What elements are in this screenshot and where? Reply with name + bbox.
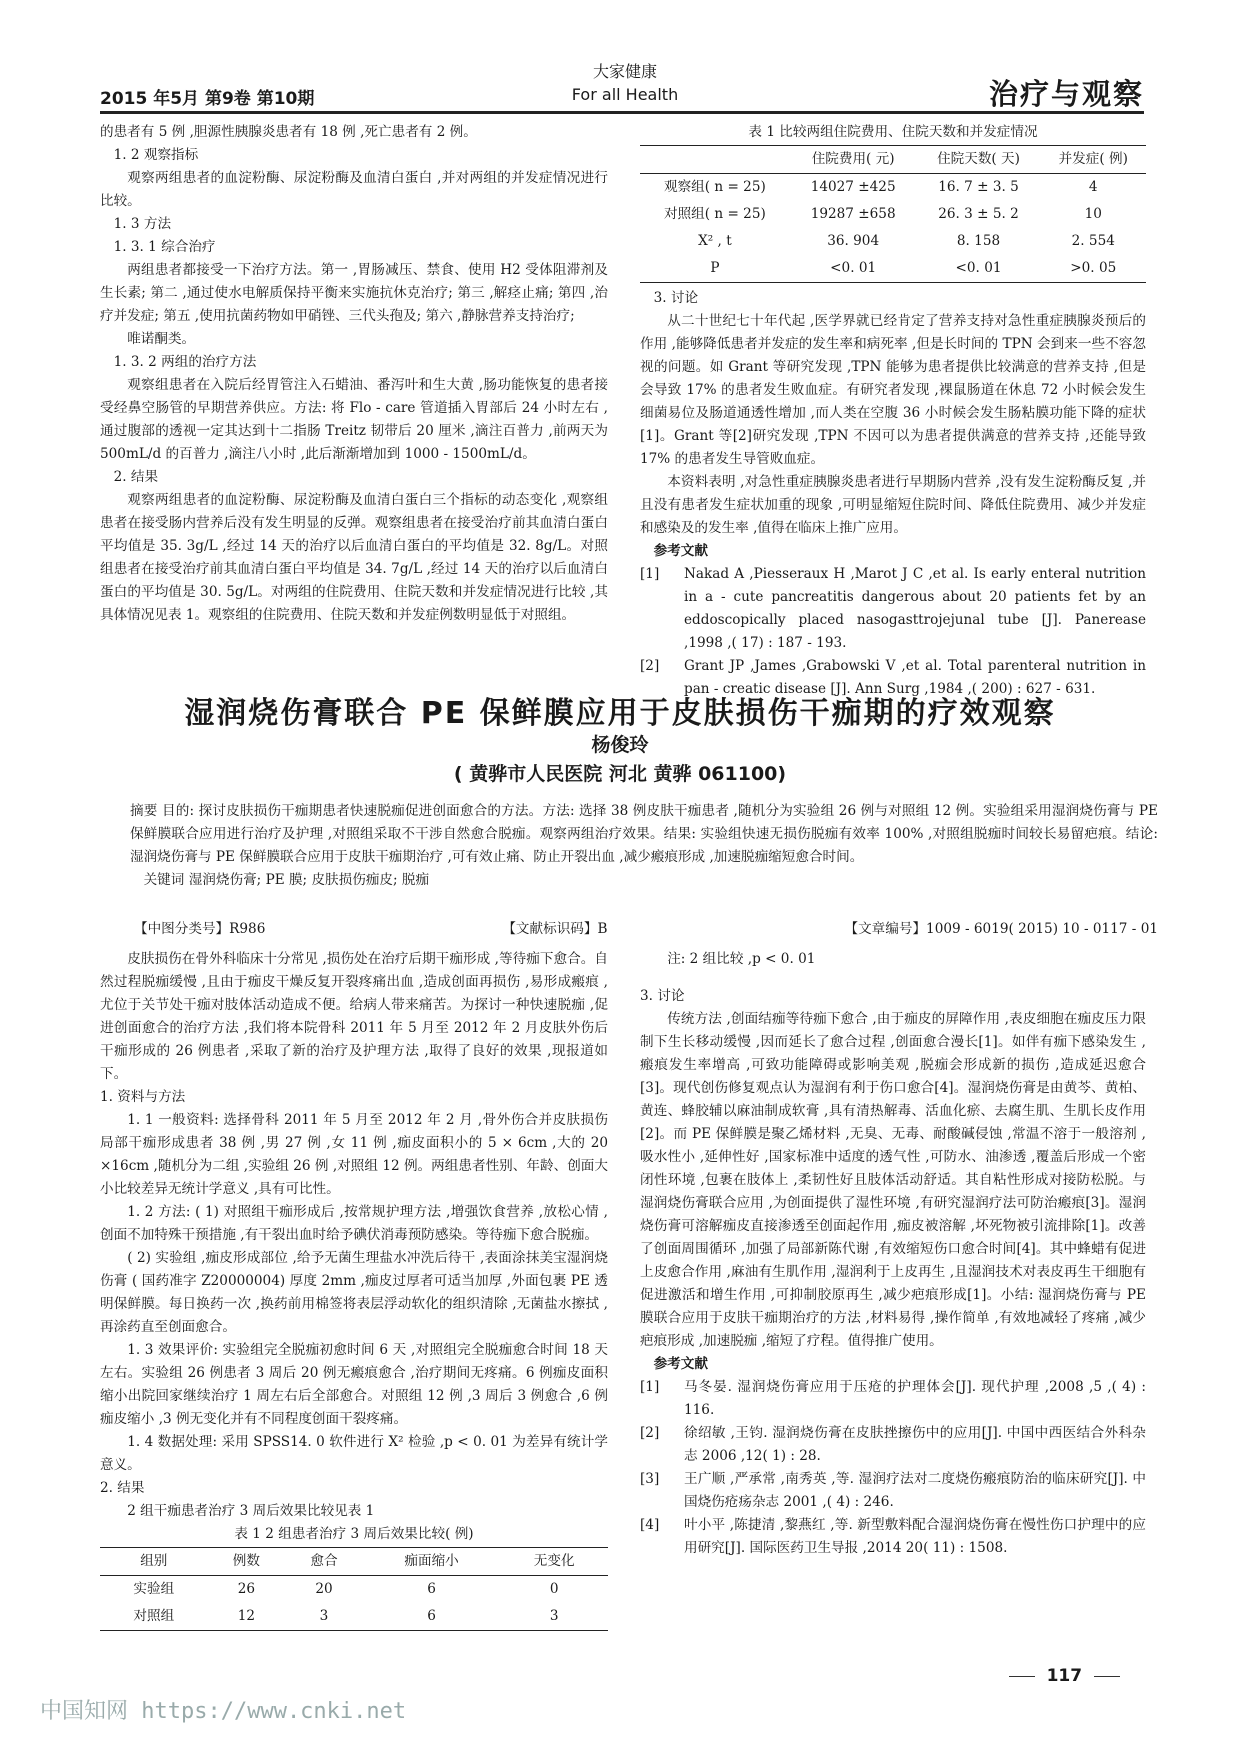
paragraph: 观察两组患者的血淀粉酶、尿淀粉酶及血清白蛋白三个指标的动态变化 ,观察组患者在接受肠内营养后没有发生明显的反弹。观察组患者在接受治疗前其血清白蛋白平均值是 35. 3g/L ,经过 14 天的治疗以后血清白蛋白的平均值是 32. 8g/L。对照组患者在接受治疗前其血清白蛋白平均值是 34. 7g/L ,经过 14 天的治疗以后血清白蛋白的平均值是 30. 5g/L。对两组的住院费用、住院天数和并发症情况进行比较 ,其具体情况见表 1。观察组的住院费用、住院天数和并发症例数明显低于对照组。	[100, 492, 608, 623]
section-title: 治疗与观察	[988, 77, 1144, 111]
table-cell: 6	[427, 1581, 436, 1597]
table-note: 注: 2 组比较 ,p < 0. 01	[667, 951, 816, 967]
paragraph: 1. 2 方法: ( 1) 对照组干痂形成后 ,按常规护理方法 ,增强饮食营养 ,放松心情 ,创面不加特殊干预措施 ,有干裂出血时给予碘伏消毒预防感染。等待痂下愈合脱痂。	[100, 1204, 608, 1243]
table-cell: 3	[319, 1608, 329, 1624]
paragraph: 从二十世纪七十年代起 ,医学界就已经肯定了营养支持对急性重症胰腺炎预后的作用 ,能够降低患者并发症的发生率和病死率 ,但是长时间的 TPN 会到来一些不容忽视的问题。如 Grant 等研究发现 ,TPN 能够为患者提供比较满意的营养支持 ,但是会导致 17% 的患者发生败血症。有研究者发现 ,裸鼠肠道在休息 72 小时候会发生细菌易位及肠道通透性增加 ,而人类在空腹 36 小时候会发生肠粘膜功能下降的症状[1]。Grant 等[2]研究发现 ,TPN 不因可以为患者提供满意的营养支持 ,还能导致 17% 的患者发生导管败血症。	[640, 313, 1146, 467]
table-header-cell: 住院天数( 天)	[917, 146, 1041, 174]
table-cell: 8. 158	[956, 233, 1001, 249]
prev-table-caption: 表 1 比较两组住院费用、住院天数和并发症情况	[748, 124, 1038, 140]
prev-discussion	[640, 287, 1146, 540]
reference-text: Grant JP ,James ,Grabowski V ,et al. Total parenteral nutrition in pan - creatic disease [J]. Ann Surg ,1984 ,( 200) : 627 - 631.	[684, 658, 1146, 697]
table-cell: 实验组	[133, 1581, 175, 1597]
paragraph: 本资料表明 ,对急性重症胰腺炎患者进行早期肠内营养 ,没有发生淀粉酶反复 ,并且没有患者发生症状加重的现象 ,可明显缩短住院时间、降低住院费用、减少并发症和感染及的发生率 ,值得在临床上推广应用。	[640, 474, 1146, 536]
document-code: 【文献标识码】B	[502, 921, 608, 937]
table-cell: 3	[549, 1608, 559, 1624]
article-table-caption: 表 1 2 组患者治疗 3 周后效果比较( 例)	[234, 1526, 474, 1542]
table-row	[640, 201, 1146, 228]
article-author: 杨俊玲	[591, 734, 649, 756]
table-row	[100, 1603, 608, 1631]
reference-item	[640, 1468, 1146, 1514]
paragraph: 皮肤损伤在骨外科临床十分常见 ,损伤处在治疗后期干痂形成 ,等待痂下愈合。自然过程脱痂缓慢 ,且由于痂皮干燥反复开裂疼痛出血 ,造成创面再损伤 ,易形成瘢痕 ,尤位于关节处干痂对肢体活动造成不便。给病人带来痛苦。为探讨一种快速脱痂 ,促进创面愈合的治疗方法 ,我们将本院骨科 2011 年 5 月至 2012 年 2 月皮肤外伤后干痂形成的 26 例患者 ,采取了新的治疗及护理方法 ,取得了良好的效果 ,现报道如下。	[100, 951, 608, 1082]
paragraph: ( 2) 实验组 ,痂皮形成部位 ,给予无菌生理盐水冲洗后待干 ,表面涂抹美宝湿润烧伤膏 ( 国药准字 Z20000004) 厚度 2mm ,痂皮过厚者可适当加厚 ,外面包裹 PE 透明保鲜膜。每日换药一次 ,换药前用棉签将表层浮动软化的组织清除 ,无菌盐水擦拭 ,再涂药直至创面愈合。	[100, 1250, 608, 1335]
reference-text: 王广顺 ,严承常 ,南秀英 ,等. 湿润疗法对二度烧伤瘢痕防治的临床研究[J]. 中国烧伤疮疡杂志 2001 ,( 4) : 246.	[684, 1471, 1146, 1510]
table-header-cell: 愈合	[285, 1548, 363, 1576]
abstract-block	[130, 800, 1158, 892]
journal-name-en: For all Health	[571, 85, 679, 104]
section-heading: 2. 结果	[100, 1480, 145, 1496]
table-cell: X² , t	[698, 233, 732, 249]
reference-item	[640, 1376, 1146, 1422]
clc-number: 【中图分类号】R986	[134, 921, 266, 937]
table-header-cell: 并发症( 例)	[1041, 146, 1146, 174]
page-number-rule-left	[1009, 1676, 1035, 1677]
table-cell: 26. 3 ± 5. 2	[938, 206, 1019, 222]
article-refs	[640, 1376, 1146, 1560]
table-header-cell: 组别	[100, 1548, 208, 1576]
reference-number: [2]	[640, 1425, 660, 1441]
table-header-cell: 例数	[208, 1548, 286, 1576]
reference-number: [1]	[640, 566, 660, 582]
article-affiliation: ( 黄骅市人民医院 河北 黄骅 061100)	[453, 763, 787, 785]
page-number-rule-right	[1094, 1676, 1120, 1677]
section-heading: 1. 3 方法	[113, 216, 172, 232]
prev-article-right-column	[640, 121, 1146, 701]
table-cell: 0	[549, 1581, 559, 1597]
paragraph: 1. 4 数据处理: 采用 SPSS14. 0 软件进行 X² 检验 ,p < 0. 01 为差异有统计学意义。	[100, 1434, 608, 1473]
section-heading: 3. 讨论	[640, 988, 685, 1004]
table-header-cell: 住院费用( 元)	[790, 146, 917, 174]
table-cell: P	[710, 260, 720, 276]
section-heading: 1. 2 观察指标	[113, 147, 199, 163]
table-row	[640, 174, 1146, 202]
table-header-cell: 痂面缩小	[363, 1548, 501, 1576]
article-left-column	[100, 948, 608, 1631]
page-number: 117	[1046, 1666, 1083, 1686]
table-cell: 16. 7 ± 3. 5	[938, 179, 1019, 195]
paragraph: 两组患者都接受一下治疗方法。第一 ,胃肠减压、禁食、使用 H2 受体阻滞剂及生长素; 第二 ,通过使水电解质保持平衡来实施抗休克治疗; 第三 ,解痉止痛; 第四 ,治疗并发症; 第五 ,使用抗菌药物如甲硝锉、三代头孢及; 第六 ,静脉营养支持治疗;	[100, 262, 608, 324]
table-header-cell	[640, 146, 790, 174]
table-row	[100, 1576, 608, 1604]
prev-table	[640, 145, 1146, 283]
prev-article-left-column	[100, 121, 608, 627]
reference-number: [1]	[640, 1379, 660, 1395]
article-number: 【文章编号】1009 - 6019( 2015) 10 - 0117 - 01	[844, 921, 1158, 937]
header-rule	[100, 111, 1144, 114]
paragraph: 1. 1 一般资料: 选择骨科 2011 年 5 月至 2012 年 2 月 ,骨外伤合并皮肤损伤局部干痂形成患者 38 例 ,男 27 例 ,女 11 例 ,痂皮面积小的 5 × 6cm ,大的 20 ×16cm ,随机分为二组 ,实验组 26 例 ,对照组 12 例。两组患者性别、年龄、创面大小比较差异无统计学意义 ,具有可比性。	[100, 1112, 608, 1197]
table-cell: 26	[237, 1581, 256, 1597]
table-cell: 6	[427, 1608, 436, 1624]
table-cell: 对照组( n = 25)	[663, 206, 766, 222]
reference-text: 徐绍敏 ,王钧. 湿润烧伤膏在皮肤挫擦伤中的应用[J]. 中国中西医结合外科杂志 2006 ,12( 1) : 28.	[684, 1425, 1146, 1464]
table-cell: 12	[237, 1608, 256, 1624]
section-heading: 2. 结果	[113, 469, 159, 485]
article-table	[100, 1547, 608, 1631]
abstract: 摘要 目的: 探讨皮肤损伤干痂期患者快速脱痂促进创面愈合的方法。方法: 选择 38 例皮肤干痂患者 ,随机分为实验组 26 例与对照组 12 例。实验组采用湿润烧伤膏与 PE 保鲜膜联合应用进行治疗及护理 ,对照组采取不干涉自然愈合脱痂。观察两组治疗效果。结果: 实验组快速无损伤脱痂有效率 100% ,对照组脱痂时间较长易留疤痕。结论: 湿润烧伤膏与 PE 保鲜膜联合应用于皮肤干痂期治疗 ,可有效止痛、防止开裂出血 ,减少瘢痕形成 ,加速脱痂缩短愈合时间。	[130, 803, 1158, 865]
paragraph: 传统方法 ,创面结痂等待痂下愈合 ,由于痂皮的屏障作用 ,表皮细胞在痂皮压力限制下生长移动缓慢 ,因而延长了愈合过程 ,创面愈合漫长[1]。如伴有痂下感染发生 ,瘢痕发生率增高 ,可致功能障碍或影响美观 ,脱痂会形成新的损伤 ,造成延迟愈合[3]。现代创伤修复观点认为湿润有利于伤口愈合[4]。湿润烧伤膏是由黄芩、黄柏、黄连、蜂胶辅以麻油制成软膏 ,具有清热解毒、活血化瘀、去腐生肌、生肌长皮作用[2]。而 PE 保鲜膜是聚乙烯材料 ,无臭、无毒、耐酸碱侵蚀 ,常温不溶于一般溶剂 ,吸水性小 ,延伸性好 ,国家标准中适度的透气性 ,可防水、油渗透 ,覆盖后形成一个密闭性环境 ,包裹在肢体上 ,柔韧性好且肢体活动舒适。其自粘性形成对接防松脱。与湿润烧伤膏联合应用 ,为创面提供了湿性环境 ,有研究湿润疗法可防治瘢痕[3]。湿润烧伤膏可溶解痂皮直接渗透至创面起作用 ,痂皮被溶解 ,坏死物被引流排除[1]。改善了创面周围循环 ,加强了局部新陈代谢 ,有效缩短伤口愈合时间[4]。其中蜂蜡有促进上皮愈合作用 ,麻油有生肌作用 ,湿润利于上皮再生 ,且湿润技术对表皮再生干细胞有促进激活和增生作用 ,可抑制胶原再生 ,减少疤痕形成[1]。小结: 湿润烧伤膏与 PE 膜联合应用于皮肤干痂期治疗的方法 ,材料易得 ,操作简单 ,有效地减轻了疼痛 ,减少疤痕形成 ,加速脱痂 ,缩短了疗程。值得推广使用。	[640, 1011, 1146, 1349]
table-cell: 20	[315, 1581, 333, 1597]
table-cell: 4	[1088, 179, 1098, 195]
article-title: 湿润烧伤膏联合 PE 保鲜膜应用于皮肤损伤干痂期的疗效观察	[184, 696, 1056, 731]
issue-info: 2015 年5月 第9卷 第10期	[100, 89, 315, 109]
journal-name-cn: 大家健康	[592, 62, 657, 81]
journal-name	[560, 60, 690, 106]
table-cell: 2. 554	[1071, 233, 1115, 249]
table-cell: >0. 05	[1070, 260, 1117, 276]
reference-number: [3]	[640, 1471, 660, 1487]
table-row	[640, 255, 1146, 283]
paragraph: 2 组干痂患者治疗 3 周后效果比较见表 1	[127, 1503, 375, 1519]
prev-refs-title: 参考文献	[653, 543, 708, 559]
table-cell: 对照组	[133, 1608, 175, 1624]
cnki-watermark: 中国知网 https://www.cnki.net	[40, 1699, 407, 1724]
prev-refs	[640, 563, 1146, 701]
article-right-column	[640, 948, 1146, 1560]
reference-item	[640, 1514, 1146, 1560]
table-cell: 10	[1084, 206, 1102, 222]
paragraph: 观察两组患者的血淀粉酶、尿淀粉酶及血清白蛋白 ,并对两组的并发症情况进行比较。	[100, 170, 608, 209]
table-cell: 观察组( n = 25)	[663, 179, 766, 195]
paragraph: 观察组患者在入院后经胃管注入石蜡油、番泻叶和生大黄 ,肠功能恢复的患者接受经鼻空肠管的早期营养供应。方法: 将 Flo - care 管道插入胃部后 24 小时左右 ,通过腹部的透视一定其达到十二指肠 Treitz 韧带后 20 厘米 ,滴注百普力 ,前两天为 500mL/d 的百普力 ,滴注八小时 ,此后渐渐增加到 1000 - 1500mL/d。	[100, 377, 608, 462]
section-heading: 1. 资料与方法	[100, 1089, 186, 1105]
classification-line	[134, 917, 1158, 937]
article-refs-title: 参考文献	[653, 1356, 708, 1372]
table-row	[640, 228, 1146, 255]
section-heading: 1. 3. 1 综合治疗	[113, 239, 216, 255]
table-cell: <0. 01	[830, 260, 877, 276]
keywords: 关键词 湿润烧伤膏; PE 膜; 皮肤损伤痂皮; 脱痂	[143, 872, 430, 888]
reference-number: [4]	[640, 1517, 660, 1533]
article-discussion	[640, 985, 1146, 1353]
section-heading: 的患者有 5 例 ,胆源性胰腺炎患者有 18 例 ,死亡患者有 2 例。	[100, 124, 477, 140]
table-cell: 14027 ±425	[810, 179, 896, 195]
reference-item	[640, 1422, 1146, 1468]
section-heading: 3. 讨论	[653, 290, 699, 306]
table-header-cell: 无变化	[500, 1548, 608, 1576]
table-cell: 36. 904	[827, 233, 880, 249]
article-body-left	[100, 948, 608, 1523]
reference-text: 马冬晏. 湿润烧伤膏应用于压疮的护理体会[J]. 现代护理 ,2008 ,5 ,( 4) : 116.	[684, 1379, 1146, 1418]
paragraph: 唯诺酮类。	[127, 331, 196, 347]
reference-text: Nakad A ,Piesseraux H ,Marot J C ,et al. Is early enteral nutrition in a - cute pancreatitis dangerous about 20 patients fet by an eddoscopically placed nasogasttrojejunal tube [J]. Panerease ,1998 ,( 17) : 187 - 193.	[684, 566, 1146, 651]
section-heading: 1. 3. 2 两组的治疗方法	[113, 354, 257, 370]
reference-number: [2]	[640, 658, 660, 674]
paragraph: 1. 3 效果评价: 实验组完全脱痂初愈时间 6 天 ,对照组完全脱痂愈合时间 18 天左右。实验组 26 例患者 3 周后 20 例无瘢痕愈合 ,治疗期间无疼痛。6 例痂皮面积缩小出院回家继续治疗 1 周左右后全部愈合。对照组 12 例 ,3 周后 3 例愈合 ,6 例痂皮缩小 ,3 例无变化并有不同程度创面干裂疼痛。	[100, 1342, 608, 1427]
page-number-block	[1009, 1666, 1120, 1686]
reference-text: 叶小平 ,陈捷清 ,黎燕红 ,等. 新型敷料配合湿润烧伤膏在慢性伤口护理中的应用研究[J]. 国际医药卫生导报 ,2014 20( 11) : 1508.	[684, 1517, 1146, 1556]
reference-item	[640, 563, 1146, 655]
table-cell: <0. 01	[955, 260, 1002, 276]
table-cell: 19287 ±658	[810, 206, 896, 222]
